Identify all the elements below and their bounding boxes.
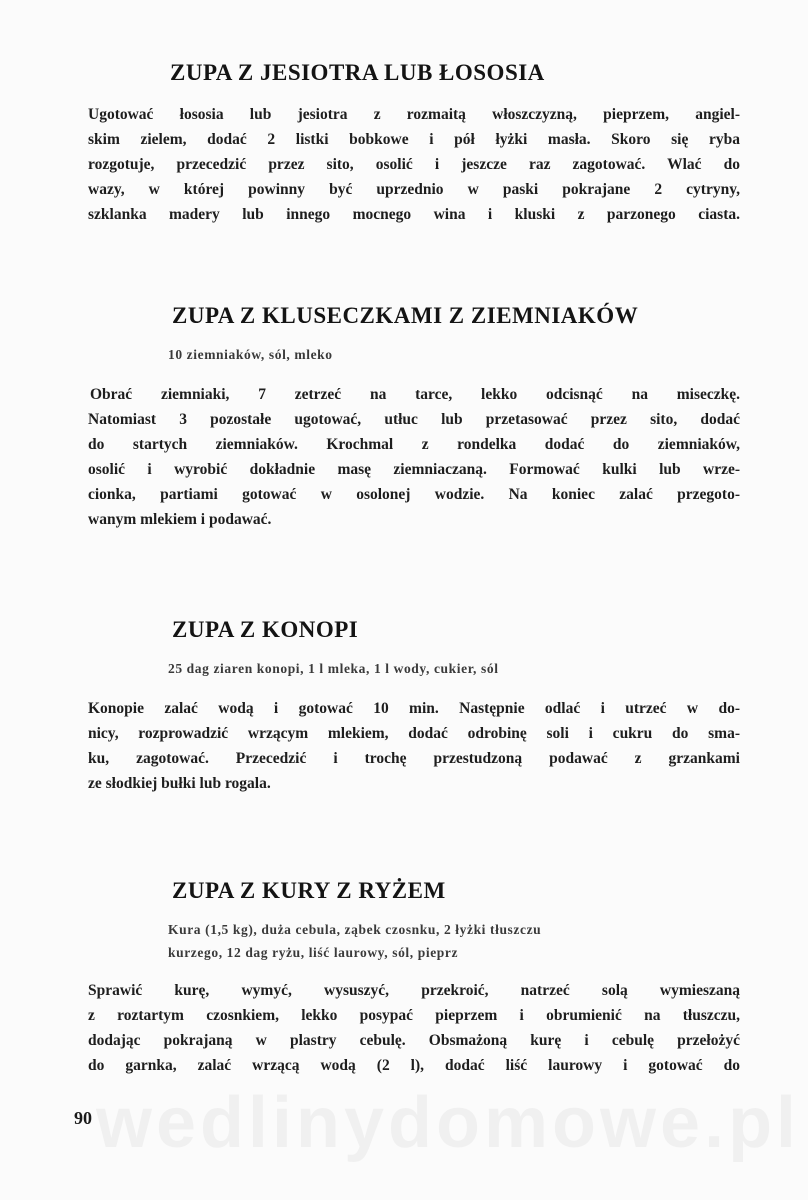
- page-number: 90: [74, 1108, 92, 1128]
- ingredients-line: Kura (1,5 kg), duża cebula, ząbek czosnku, 2 łyżki tłuszczu: [168, 922, 542, 937]
- instruction-line: szklanka madery lub innego mocnego wina i kluski z parzonego ciasta.: [88, 206, 740, 223]
- recipe-ingredients: [168, 918, 740, 964]
- instruction-line: z roztartym czosnkiem, lekko posypać pieprzem i obrumienić na tłuszczu,: [88, 1007, 740, 1024]
- recipe-title: ZUPA Z JESIOTRA LUB ŁOSOSIA: [170, 60, 545, 85]
- instruction-line: osolić i wyrobić dokładnie masę ziemniaczaną. Formować kulki lub wrze-: [88, 461, 740, 478]
- recipe-hemp-soup: [88, 617, 740, 796]
- ingredients-line: kurzego, 12 dag ryżu, liść laurowy, sól, pieprz: [168, 945, 459, 960]
- instruction-line: skim zielem, dodać 2 listki bobkowe i pół łyżki masła. Skoro się ryba: [88, 131, 740, 148]
- recipe-sturgeon-salmon-soup: [88, 60, 740, 227]
- recipe-title: ZUPA Z KLUSECZKAMI Z ZIEMNIAKÓW: [172, 303, 639, 328]
- recipe-instructions: [88, 978, 740, 1078]
- recipe-title: ZUPA Z KURY Z RYŻEM: [172, 878, 446, 903]
- instruction-line: wanym mlekiem i podawać.: [88, 511, 272, 528]
- recipe-instructions: [88, 382, 740, 532]
- recipe-ingredients: 25 dag ziaren konopi, 1 l mleka, 1 l wody, cukier, sól: [168, 661, 499, 676]
- instruction-line: do garnka, zalać wrzącą wodą (2 l), dodać liść laurowy i gotować do: [88, 1057, 740, 1074]
- instruction-line: cionka, partiami gotować w osolonej wodzie. Na koniec zalać przegoto-: [88, 486, 740, 503]
- recipe-instructions: [88, 102, 740, 227]
- instruction-line: Sprawić kurę, wymyć, wysuszyć, przekroić, natrzeć solą wymieszaną: [88, 982, 740, 999]
- watermark: [96, 1082, 800, 1164]
- instruction-line: ku, zagotować. Przecedzić i trochę przestudzoną podawać z grzankami: [88, 750, 740, 767]
- instruction-line: Konopie zalać wodą i gotować 10 min. Następnie odlać i utrzeć w do-: [88, 700, 740, 717]
- recipe-title: ZUPA Z KONOPI: [172, 617, 359, 642]
- recipe-potato-dumpling-soup: [88, 303, 740, 532]
- instruction-line: Obrać ziemniaki, 7 zetrzeć na tarce, lekko odcisnąć na miseczkę.: [90, 386, 740, 403]
- instruction-line: Natomiast 3 pozostałe ugotować, utłuc lub przetasować przez sito, dodać: [88, 411, 740, 428]
- instruction-line: ze słodkiej bułki lub rogala.: [88, 775, 271, 792]
- instruction-line: do startych ziemniaków. Krochmal z rondelka dodać do ziemniaków,: [88, 436, 740, 453]
- instruction-line: nicy, rozprowadzić wrzącym mlekiem, dodać odrobinę soli i cukru do sma-: [88, 725, 740, 742]
- instruction-line: wazy, w której powinny być uprzednio w paski pokrajane 2 cytryny,: [88, 181, 740, 198]
- recipe-chicken-rice-soup: [88, 878, 740, 1078]
- instruction-line: Ugotować łososia lub jesiotra z rozmaitą włoszczyzną, pieprzem, angiel-: [88, 106, 740, 123]
- recipe-instructions: [88, 696, 740, 796]
- instruction-line: dodając pokrajaną w plastry cebulę. Obsmażoną kurę i cebulę przełożyć: [88, 1032, 740, 1049]
- instruction-line: rozgotuje, przecedzić przez sito, osolić i jeszcze raz zagotować. Wlać do: [88, 156, 740, 173]
- recipe-ingredients: 10 ziemniaków, sól, mleko: [168, 347, 333, 362]
